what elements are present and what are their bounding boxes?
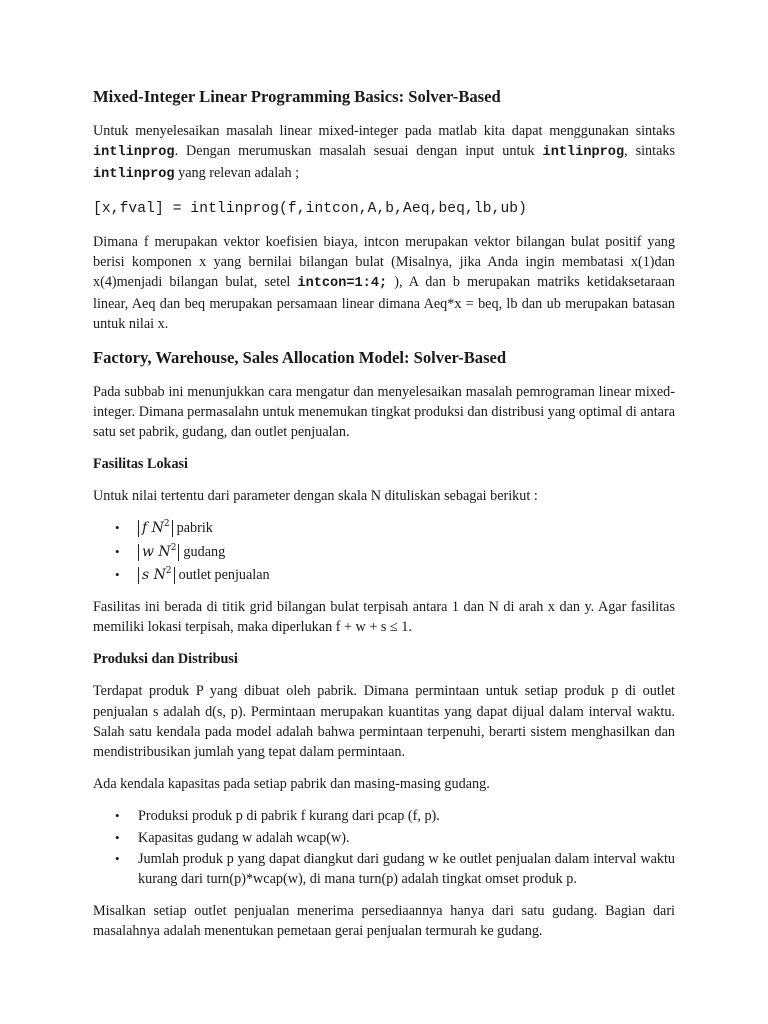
- list-item-label: gudang: [183, 543, 226, 560]
- description-paragraph: [93, 232, 675, 335]
- bullet-icon: •: [115, 808, 120, 824]
- math-expression: f $N^2$: [138, 520, 173, 537]
- intlinprog-code-1: intlinprog: [93, 145, 175, 161]
- fasilitas-paragraph-2: Fasilitas ini berada di titik grid bilangan bulat terpisah antara 1 dan N di arah x dan y. Agar fasilitas memiliki lokasi terpisah, maka diperlukan f + w + s ≤ 1.: [93, 599, 675, 636]
- list-item-label: outlet penjualan: [178, 566, 270, 583]
- syntax-code-line: [x,fval] = intlinprog(f,intcon,A,b,Aeq,beq,lb,ub): [93, 200, 528, 217]
- bullet-icon: •: [115, 850, 120, 866]
- list-item-label: pabrik: [176, 520, 213, 537]
- math-expression: w $N^2$: [138, 544, 179, 561]
- list-item-text: Produksi produk p di pabrik f kurang dari pcap (f, p).: [138, 808, 440, 825]
- intro-text-4: yang relevan adalah ;: [174, 165, 300, 182]
- math-expression: s $N^2$: [138, 567, 175, 584]
- description-text-2: ), A dan b merupakan matriks ketidaksetaraan linear, Aeq dan beq merupakan persamaan linear dimana Aeq*x = beq, lb dan ub merupakan batasan untuk nilai x.: [93, 274, 675, 333]
- intlinprog-code-3: intlinprog: [93, 167, 175, 183]
- list-item-text: Kapasitas gudang w adalah wcap(w).: [138, 829, 350, 846]
- description-text-1: Dimana f merupakan vektor koefisien biaya, intcon merupakan vektor bilangan bulat positif yang berisi komponen x yang bernilai bilangan bulat (Misalnya, jika Anda ingin membatasi x(1)dan x(4)menjadi bilangan bulat, setel: [93, 233, 675, 291]
- bullet-icon: •: [115, 829, 120, 845]
- intlinprog-code-2: intlinprog: [542, 145, 625, 161]
- produksi-paragraph-3: Misalkan setiap outlet penjualan menerima persediaannya hanya dari satu gudang. Bagian dari masalahnya adalah menentukan pemetaan gerai penjualan termurah ke gudang.: [93, 903, 675, 940]
- list-item-text: Jumlah produk p yang dapat diangkut dari gudang w ke outlet penjualan dalam interval waktu kurang dari turn(p)*wcap(w), di mana turn(p) adalah tingkat omset produk p.: [138, 850, 675, 888]
- produksi-paragraph-2: Ada kendala kapasitas pada setiap pabrik dan masing-masing gudang.: [93, 776, 490, 793]
- list-item: [93, 828, 675, 848]
- intro-paragraph: [93, 121, 675, 186]
- fasilitas-list: [93, 518, 675, 585]
- bullet-icon: •: [115, 543, 120, 559]
- list-item: [93, 518, 675, 538]
- intro-text-2: . Dengan merumuskan masalah sesuai dengan input untuk: [174, 143, 543, 160]
- bullet-icon: •: [115, 566, 120, 582]
- page-title: Mixed-Integer Linear Programming Basics: Solver-Based: [93, 87, 501, 106]
- document-page: [93, 86, 675, 954]
- list-item: [93, 565, 675, 585]
- fasilitas-paragraph: Untuk nilai tertentu dari parameter dengan skala N dituliskan sebagai berikut :: [93, 488, 538, 505]
- subheading-produksi-distribusi: Produksi dan Distribusi: [93, 651, 238, 668]
- subheading-fasilitas-lokasi: Fasilitas Lokasi: [93, 456, 188, 473]
- list-item: [93, 542, 675, 562]
- section-heading-allocation-model: Factory, Warehouse, Sales Allocation Model: Solver-Based: [93, 347, 507, 367]
- bullet-icon: •: [115, 520, 120, 536]
- intro-text-1: Untuk menyelesaikan masalah linear mixed-integer pada matlab kita dapat menggunakan sintaks: [93, 123, 675, 139]
- list-item: [93, 849, 675, 889]
- capacity-constraints-list: [93, 806, 675, 889]
- produksi-paragraph-1: Terdapat produk P yang dibuat oleh pabrik. Dimana permintaan untuk setiap produk p di outlet penjualan s adalah d(s, p). Permintaan merupakan kuantitas yang dapat dijual dalam interval waktu. Salah satu kendala pada model adalah bahwa permintaan terpenuhi, berarti sistem menghasilkan dan mendistribusikan jumlah yang tepat dalam permintaan.: [93, 683, 675, 761]
- intcon-code: intcon=1:4;: [297, 276, 388, 292]
- intro-text-3: , sintaks: [624, 143, 675, 160]
- list-item: [93, 806, 675, 826]
- section-intro-paragraph: Pada subbab ini menunjukkan cara mengatur dan menyelesaikan masalah pemrograman linear mixed-integer. Dimana permasalahn untuk menemukan tingkat produksi dan distribusi yang optimal di antara satu set pabrik, gudang, dan outlet penjualan.: [93, 383, 675, 441]
